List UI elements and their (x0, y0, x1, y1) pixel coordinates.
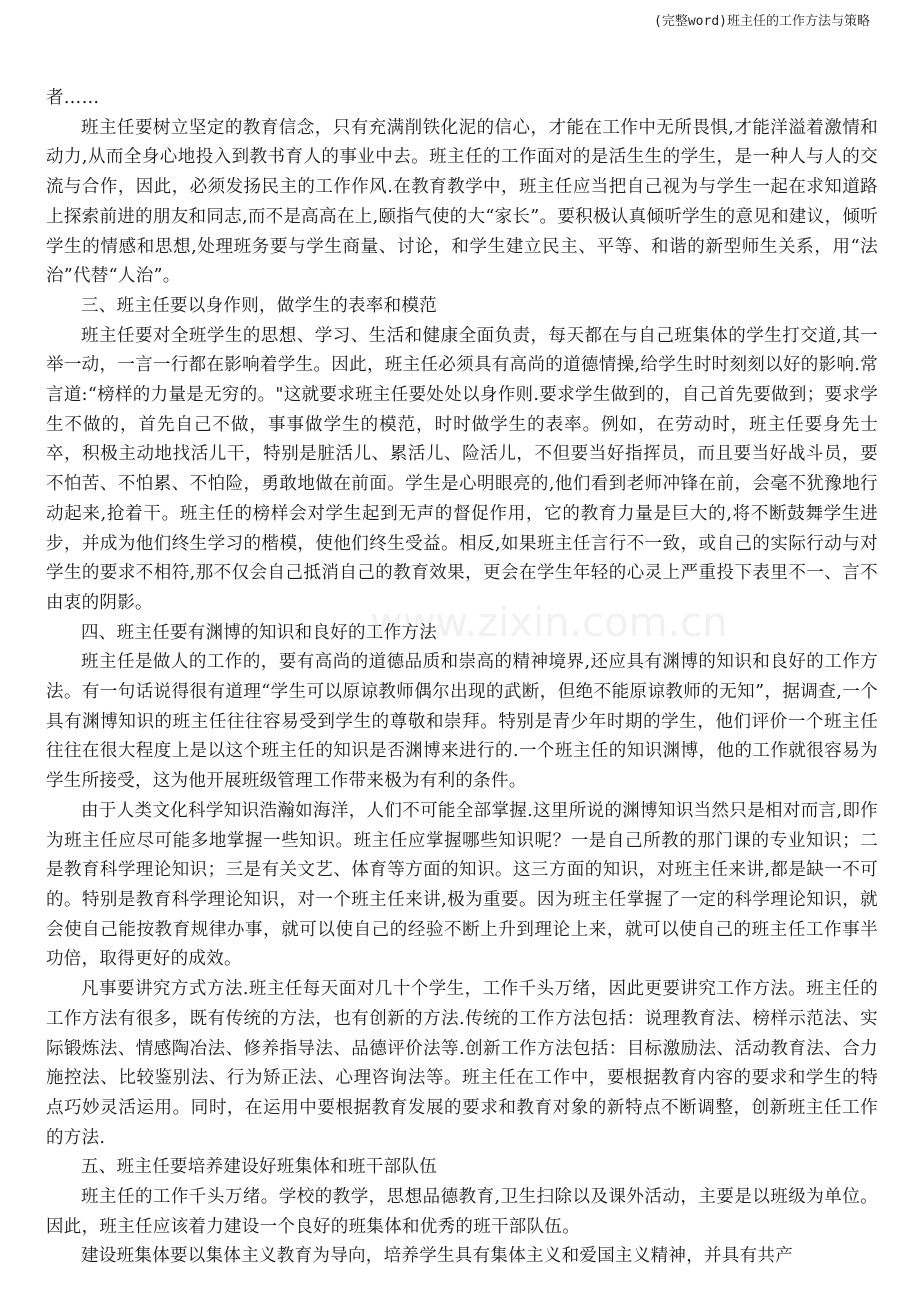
watermark: www.zixin.com.cn (370, 600, 728, 646)
body-paragraph: 班主任的工作千头万绪。学校的教学，思想品德教育,卫生扫除以及课外活动，主要是以班级为单位。因此，班主任应该着力建设一个良好的班集体和优秀的班干部队伍。 (46, 1187, 878, 1237)
body-paragraph: 建设班集体要以集体主义教育为导向，培养学生具有集体主义和爱国主义精神，并具有共产 (81, 1246, 793, 1267)
document-header-title: (完整word)班主任的工作方法与策略 (654, 14, 870, 29)
body-paragraph: 凡事要讲究方式方法.班主任每天面对几十个学生，工作千头万绪，因此更要讲究工作方法。班主任的工作方法有很多，既有传统的方法，也有创新的方法.传统的工作方法包括：说理教育法、榜样示范法、实际锻炼法、情感陶冶法、修养指导法、品德评价法等.创新工作方法包括：目标激励法、活动教育法、合力施控法、比较鉴别法、行为矫正法、心理咨询法等。班主任在工作中，要根据教育内容的要求和学生的特点巧妙灵活运用。同时，在运用中要根据教育发展的要求和教育对象的新特点不断调整，创新班主任工作的方法. (46, 979, 878, 1148)
body-paragraph: 班主任要树立坚定的教育信念，只有充满削铁化泥的信心，才能在工作中无所畏惧,才能洋溢着激情和动力,从而全身心地投入到教书育人的事业中去。班主任的工作面对的是活生生的学生，是一种人与人的交流与合作，因此，必须发扬民主的工作作风.在教育教学中，班主任应当把自己视为与学生一起在求知道路上探索前进的朋友和同志,而不是高高在上,颐指气使的大“家长”。要积极认真倾听学生的意见和建议，倾听学生的情感和思想,处理班务要与学生商量、讨论，和学生建立民主、平等、和谐的新型师生关系，用“法治”代替“人治”。 (46, 117, 878, 287)
section-heading-3: 三、班主任要以身作则，做学生的表率和模范 (81, 295, 437, 316)
body-paragraph: 由于人类文化科学知识浩瀚如海洋，人们不可能全部掌握.这里所说的渊博知识当然只是相对而言,即作为班主任应尽可能多地掌握一些知识。班主任应掌握哪些知识呢？一是自己所教的那门课的专业知识；二是教育科学理论知识；三是有关文艺、体育等方面的知识。这三方面的知识，对班主任来讲,都是缺一不可的。特别是教育科学理论知识，对一个班主任来讲,极为重要。因为班主任掌握了一定的科学理论知识，就会使自己能按教育规律办事，就可以使自己的经验不断上升到理论上来，就可以使自己的班主任工作事半功倍，取得更好的成效。 (46, 800, 878, 970)
section-heading-5: 五、班主任要培养建设好班集体和班干部队伍 (81, 1157, 437, 1178)
body-paragraph: 班主任要对全班学生的思想、学习、生活和健康全面负责，每天都在与自己班集体的学生打交道,其一举一动，一言一行都在影响着学生。因此，班主任必须具有高尚的道德情操,给学生时时刻刻以好的影响.常言道:“榜样的力量是无穷的。"这就要求班主任要处处以身作则.要求学生做到的，自己首先要做到；要求学生不做的，首先自己不做，事事做学生的模范，时时做学生的表率。例如，在劳动时，班主任要身先士卒，积极主动地找活儿干，特别是脏活儿、累活儿、险活儿，不但要当好指挥员，而且要当好战斗员，要不怕苦、不怕累、不怕险，勇敢地做在前面。学生是心明眼亮的,他们看到老师冲锋在前，会毫不犹豫地行动起来,抢着干。班主任的榜样会对学生起到无声的督促作用，它的教育力量是巨大的,将不断鼓舞学生进步，并成为他们终生学习的楷模，使他们终生受益。相反,如果班主任言行不一致，或自己的实际行动与对学生的要求不相符,那不仅会自己抵消自己的教育效果，更会在学生年轻的心灵上严重投下表里不一、言不由衷的阴影。 (46, 325, 878, 613)
section-heading-4: 四、班主任要有渊博的知识和良好的工作方法 (81, 622, 437, 643)
continuation-text: 者…… (46, 88, 100, 108)
document-body (46, 84, 878, 1272)
body-paragraph: 班主任是做人的工作的，要有高尚的道德品质和崇高的精神境界,还应具有渊博的知识和良好的工作方法。有一句话说得很有道理“学生可以原谅教师偶尔出现的武断，但绝不能原谅教师的无知”，据调查,一个具有渊博知识的班主任往往容易受到学生的尊敬和崇拜。特别是青少年时期的学生，他们评价一个班主任往往在很大程度上是以这个班主任的知识是否渊博来进行的.一个班主任的知识渊博，他的工作就很容易为学生所接受，这为他开展班级管理工作带来极为有利的条件。 (46, 652, 878, 792)
